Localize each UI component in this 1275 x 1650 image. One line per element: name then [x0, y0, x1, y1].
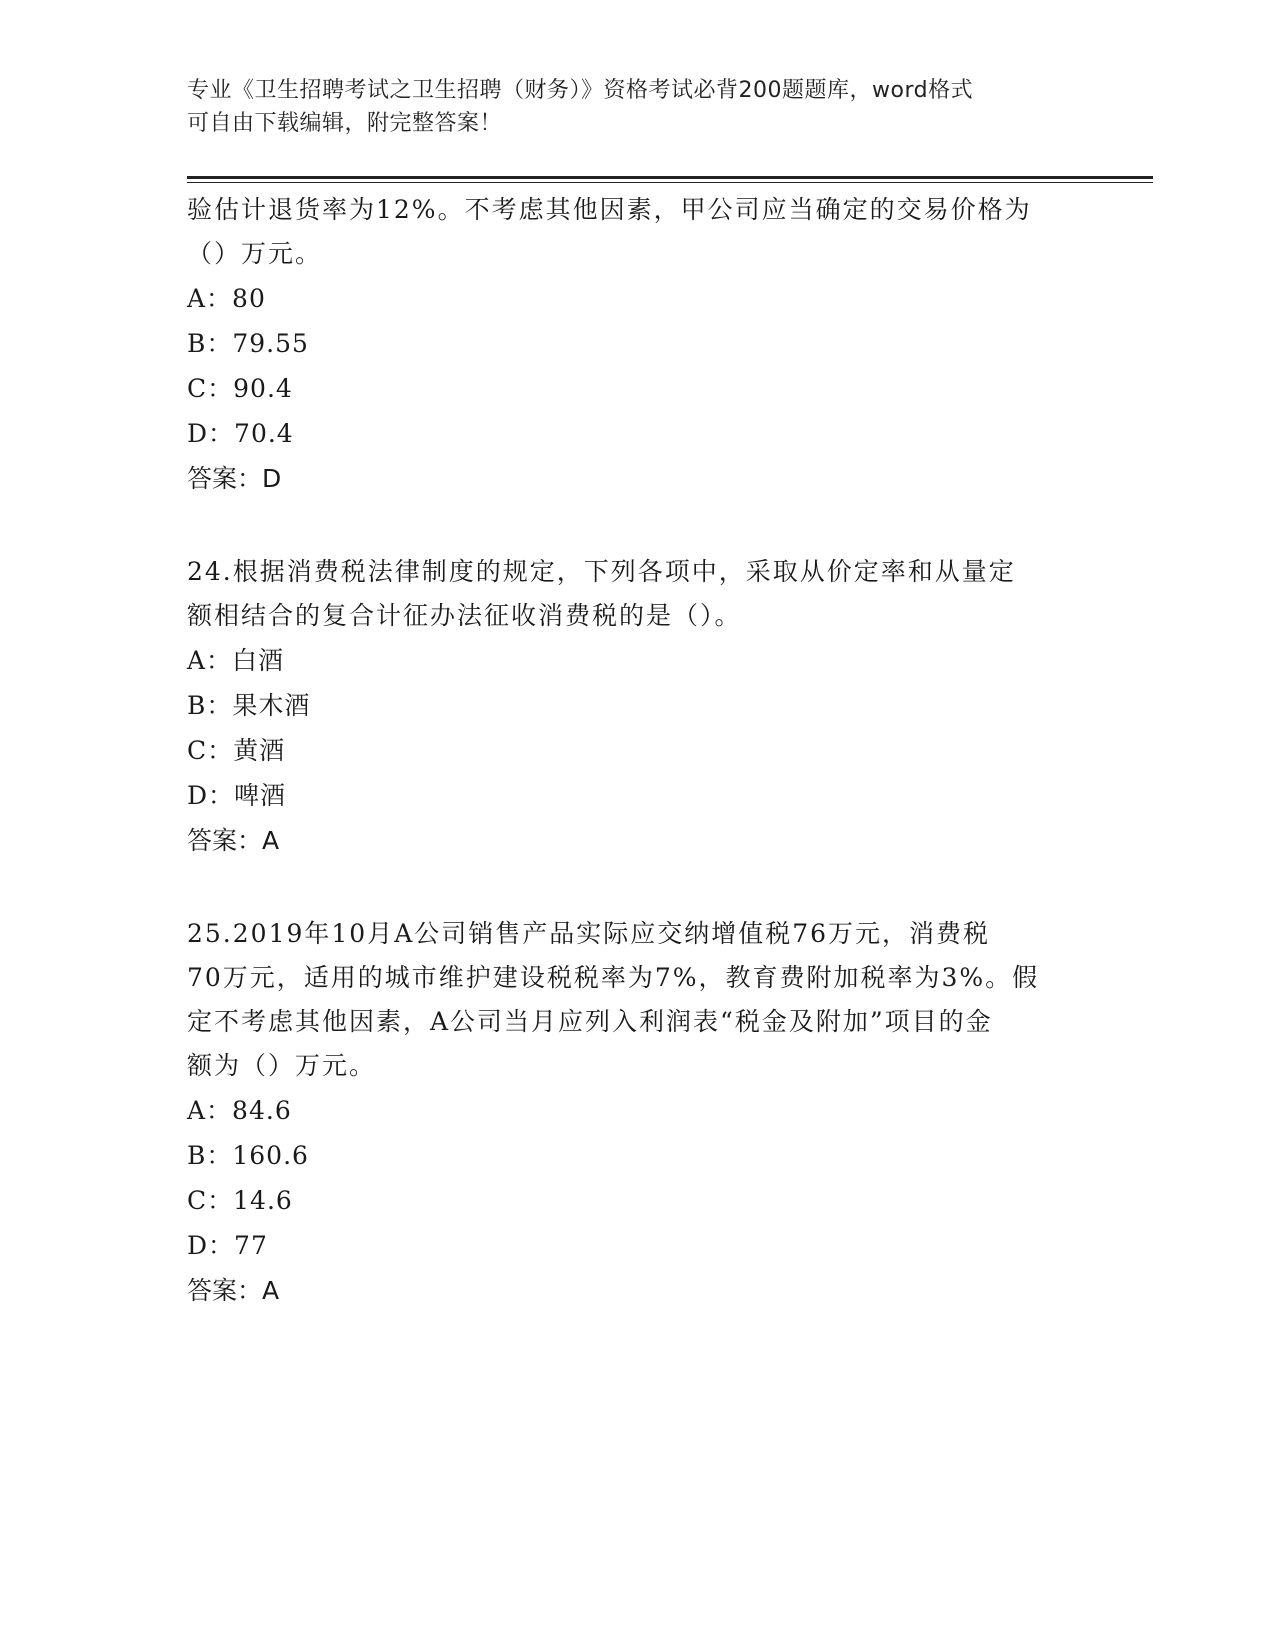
question-stem-line: 24.根据消费税法律制度的规定，下列各项中，采取从价定率和从量定: [187, 557, 1016, 586]
question-24: [187, 550, 1087, 863]
header-title-line-1: 专业《卫生招聘考试之卫生招聘（财务）》资格考试必背200题题库，word格式: [187, 78, 974, 103]
option-d: D：啤酒: [187, 781, 287, 810]
question-stem-line: 25.2019年10月A公司销售产品实际应交纳增值税76万元，消费税: [187, 919, 991, 948]
option-d: D：70.4: [187, 419, 294, 448]
question-stem-line: 70万元，适用的城市维护建设税税率为7%，教育费附加税率为3%。假: [187, 963, 1040, 992]
document-header: [187, 74, 1067, 140]
option-c: C：90.4: [187, 374, 293, 403]
question-25: [187, 912, 1087, 1313]
header-divider-thick: [187, 176, 1153, 179]
answer-line: 答案：A: [187, 826, 280, 855]
question-stem-line: （）万元。: [187, 239, 323, 268]
option-c: C：14.6: [187, 1186, 293, 1215]
header-divider-thin: [187, 182, 1153, 183]
option-d: D：77: [187, 1231, 268, 1260]
option-a: A：84.6: [187, 1096, 292, 1125]
option-b: B：160.6: [187, 1141, 309, 1170]
question-stem-line: 额相结合的复合计征办法征收消费税的是（）。: [187, 601, 742, 630]
answer-line: 答案：D: [187, 464, 282, 493]
option-b: B：79.55: [187, 329, 309, 358]
question-stem-line: 验估计退货率为12%。不考虑其他因素，甲公司应当确定的交易价格为: [187, 195, 1032, 224]
question-23: [187, 188, 1087, 501]
option-b: B：果木酒: [187, 691, 311, 720]
answer-line: 答案：A: [187, 1276, 280, 1305]
question-stem-line: 定不考虑其他因素，A公司当月应列入利润表“税金及附加”项目的金: [187, 1007, 993, 1036]
option-a: A：白酒: [187, 646, 285, 675]
option-a: A：80: [187, 284, 266, 313]
question-stem-line: 额为（）万元。: [187, 1051, 377, 1080]
header-title-line-2: 可自由下载编辑，附完整答案！: [187, 111, 503, 136]
question-list: [187, 188, 1087, 1313]
option-c: C：黄酒: [187, 736, 286, 765]
